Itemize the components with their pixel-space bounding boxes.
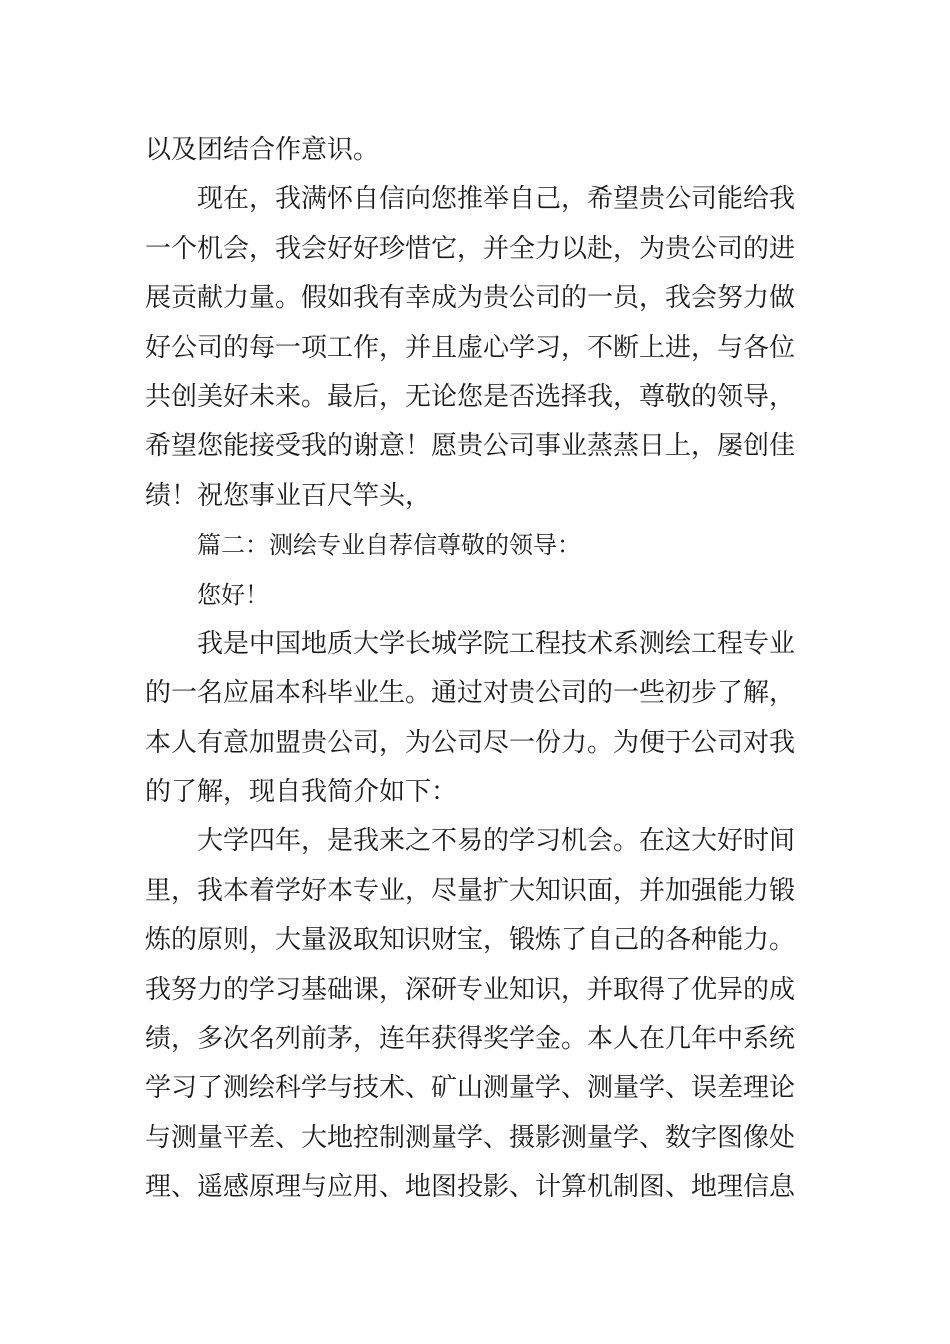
text-line: 我努力的学习基础课，深研专业知识，并取得了优异的成: [145, 974, 796, 1005]
text-line: 我是中国地质大学长城学院工程技术系测绘工程专业: [197, 628, 796, 659]
text-line: 好公司的每一项工作，并且虚心学习，不断上进，与各位: [145, 332, 796, 363]
text-line: 里，我本着学好本专业，尽量扩大知识面，并加强能力锻: [145, 875, 796, 906]
text-line: 炼的原则，大量汲取知识财宝，锻炼了自己的各种能力。: [145, 925, 796, 956]
text-line: 大学四年，是我来之不易的学习机会。在这大好时间: [197, 826, 796, 857]
text-line: 一个机会，我会好好珍惜它，并全力以赴，为贵公司的进: [145, 233, 796, 264]
document-body: [145, 126, 815, 1213]
text-line: 共创美好未来。最后，无论您是否选择我，尊敬的领导，: [145, 381, 796, 412]
text-line: 绩！祝您事业百尺竿头，: [145, 480, 432, 511]
text-line: 希望您能接受我的谢意！愿贵公司事业蒸蒸日上，屡创佳: [145, 431, 796, 462]
text-line: 的了解，现自我简介如下：: [145, 777, 458, 808]
text-line: 绩，多次名列前茅，连年获得奖学金。本人在几年中系统: [145, 1024, 796, 1055]
text-line: 以及团结合作意识。: [145, 135, 380, 165]
text-line: 与测量平差、大地控制测量学、摄影测量学、数字图像处: [145, 1122, 796, 1153]
text-line: 展贡献力量。假如我有幸成为贵公司的一员，我会努力做: [145, 283, 796, 314]
text-line: 现在，我满怀自信向您推举自己，希望贵公司能给我: [197, 184, 796, 215]
text-line: 理、遥感原理与应用、地图投影、计算机制图、地理信息: [145, 1172, 796, 1203]
text-line: 学习了测绘科学与技术、矿山测量学、测量学、误差理论: [145, 1073, 796, 1104]
text-line: 您好！: [197, 580, 269, 609]
text-line: 篇二：测绘专业自荐信尊敬的领导：: [197, 531, 581, 560]
text-line: 本人有意加盟贵公司，为公司尽一份力。为便于公司对我: [145, 727, 796, 758]
text-line: 的一名应届本科毕业生。通过对贵公司的一些初步了解，: [145, 678, 796, 709]
